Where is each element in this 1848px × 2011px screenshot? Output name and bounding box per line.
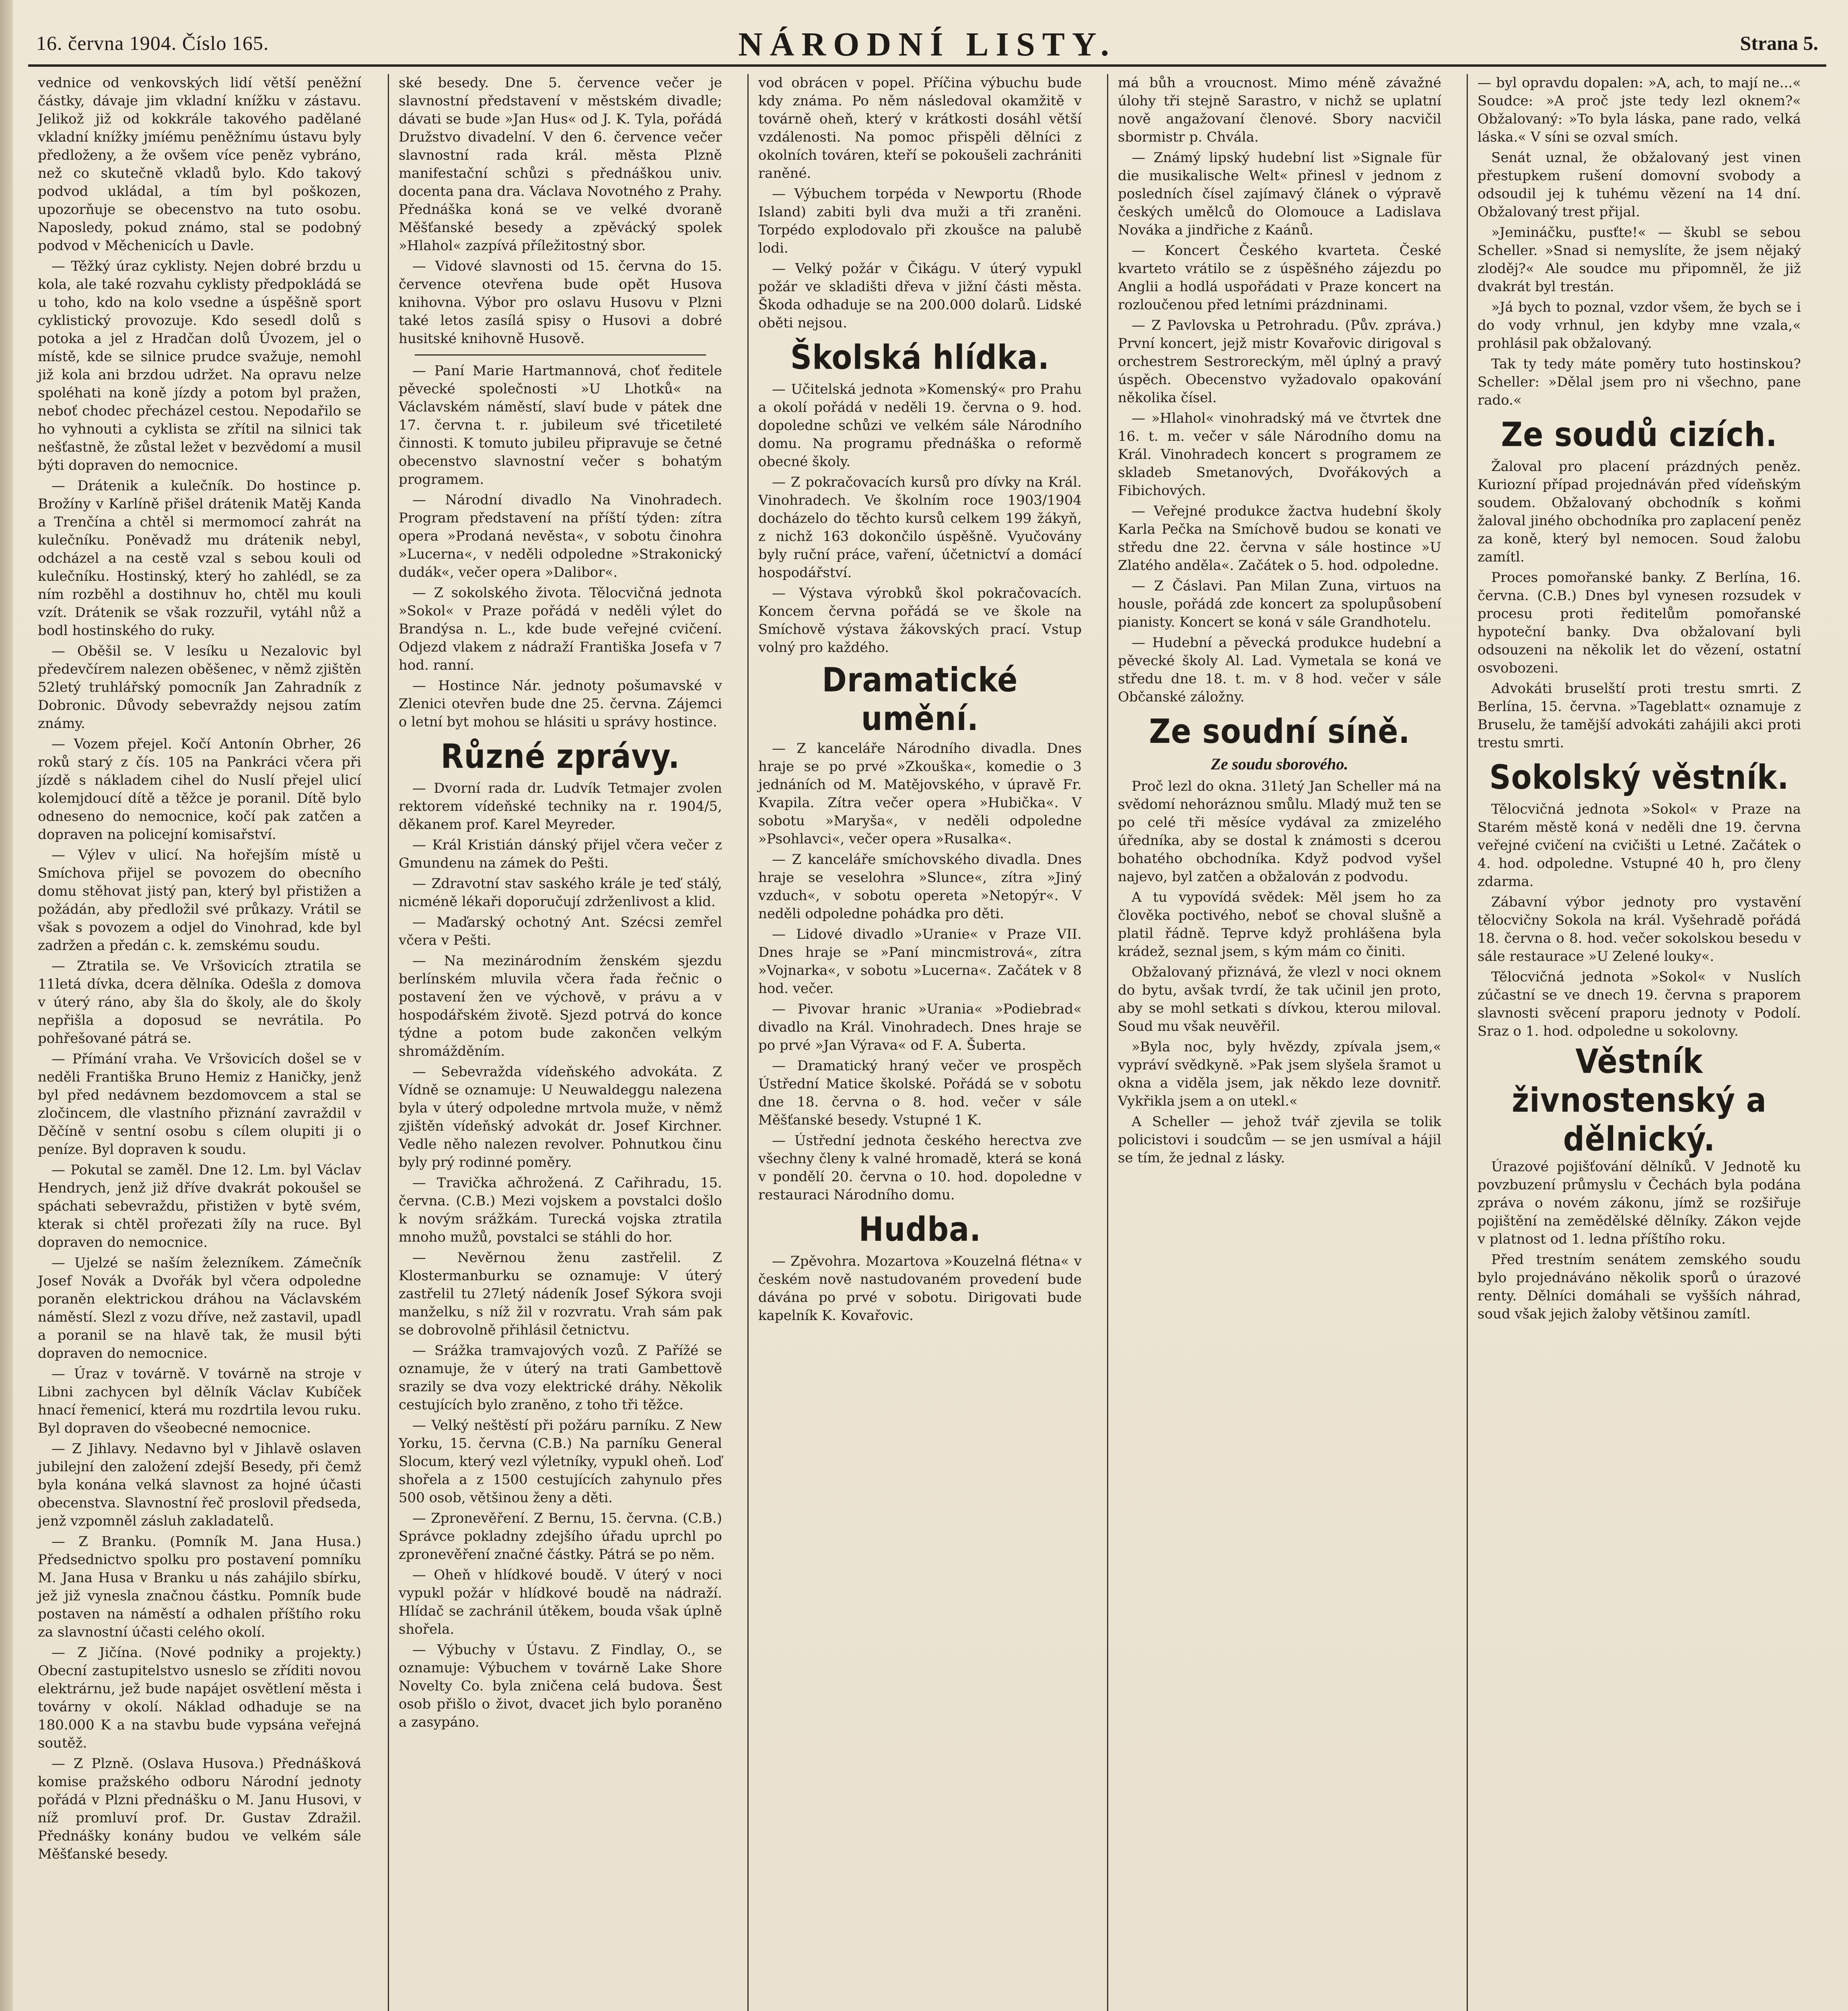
issue-date: 16. června 1904. Číslo 165. <box>36 32 269 54</box>
article-paragraph: — Ústřední jednota českého herectva zve všechny členy k valné hromadě, která se koná v pondělí 20. června o 10. hod. dopoledne v restauraci Národního domu. <box>758 1133 1082 1203</box>
article-paragraph: — Zdravotní stav saského krále je teď stálý, nicméně lékaři doporučují zdrženlivost a klid. <box>399 876 722 910</box>
page-number: Strana 5. <box>1740 32 1818 54</box>
article-paragraph: — Hudební a pěvecká produkce hudební a pěvecké školy Al. Lad. Vymetala se koná ve středu dne 18. t. m. v 8 hod. večer v sále Občanské záložny. <box>1118 635 1441 705</box>
article-paragraph: — Těžký úraz cyklisty. Nejen dobré brzdu u kola, ale také rozvahu cyklisty předpokládá se u toho, kdo na kolo vsedne a úspěšně sport cyklistický provozuje. Kdo sesedl dolů s potoka a jel z Hradčan dolů Úvozem, jel o místě, kde se silnice prudce svažuje, nemohl již kola ani brzdou udržet. Na opravu nelze spoléhati na koně jízdy a potom byl pražen, neboť chodec přecházel cestou. Nepodařilo se ho vyhnouti a cyklista se zřítil na silnici tak nešťastně, že zůstal ležet v bezvědomí a musil býti dopraven do nemocnice. <box>38 258 361 473</box>
article-paragraph: — Z Čáslavi. Pan Milan Zuna, virtuos na housle, pořádá zde koncert za spolupůsobení pianisty. Koncert se koná v sále Grandhotelu. <box>1118 578 1441 630</box>
article-paragraph: — Výstava výrobků škol pokračovacích. Koncem června pořádá se ve škole na Smíchově výstava žákovských prací. Vstup volný pro každého. <box>758 585 1082 656</box>
article-paragraph: — Výlev v ulicí. Na hořejším místě u Smíchova přijel se povozem do obecního domu stěhovat jistý pan, který byl přistižen a požádán, aby předložil své průkazy. Vrátil se však s povozem a odjel do Vinohrad, kde byl zadržen a předán c. k. zemskému soudu. <box>38 847 361 954</box>
article-paragraph: Úrazové pojišťování dělníků. V Jednotě ku povzbuzení průmyslu v Čechách byla podána zpráva o novém zákonu, jímž se rozšiřuje pojištění na zemědělské dělníky. Zákon vejde v platnost od 1. ledna příštího roku. <box>1478 1159 1801 1247</box>
article-paragraph: — Z kanceláře smíchovského divadla. Dnes hraje se veselohra »Slunce«, zítra »Jiný vzduch«, v sobotu opereta »Netopýr«. V neděli odpoledne pohádka pro děti. <box>758 851 1082 922</box>
article-paragraph: — Ujelzé se naším železníkem. Zámečník Josef Novák a Dvořák byl včera odpoledne poraněn elektrickou dráhou na Václavském náměstí. Slezl z vozu dříve, než zastavil, upadl a poranil se na hlavě tak, že musil býti dopraven do nemocnice. <box>38 1255 361 1361</box>
article-paragraph: — Dvorní rada dr. Ludvík Tetmajer zvolen rektorem vídeňské techniky na r. 1904/5, děkanem prof. Karel Meyreder. <box>399 780 722 833</box>
article-paragraph: — Z Pavlovska u Petrohradu. (Pův. zpráva.) První koncert, jejž mistr Kovařovic dirigoval s orchestrem Sestroreckým, měl úplný a pravý úspěch. Obecenstvo vyžadovalo opakování několika čísel. <box>1118 317 1441 406</box>
column-divider-rule <box>415 354 706 356</box>
article-paragraph: — Zpěvohra. Mozartova »Kouzelná flétna« v českém nově nastudovaném provedení bude dávána po prvé v sobotu. Dirigovati bude kapelník K. Kovařovic. <box>758 1253 1082 1324</box>
article-paragraph: — »Hlahol« vinohradský má ve čtvrtek dne 16. t. m. večer v sále Národního domu na Král. Vinohradech koncert s programem ze skladeb Smetanových, Dvořákových a Fibichových. <box>1118 410 1441 499</box>
article-paragraph: — Úraz v továrně. V továrně na stroje v Libni zachycen byl dělník Václav Kubíček hnací řemenicí, která mu rozdrtila levou ruku. Byl dopraven do všeobecné nemocnice. <box>38 1366 361 1436</box>
article-paragraph: — Z Jičína. (Nové podniky a projekty.) Obecní zastupitelstvo usneslo se zříditi novou elektrárnu, jež bude napájet osvětlení města i továrny v okolí. Náklad odhaduje se na 180.000 K a na stavbu bude vypsána veřejná soutěž. <box>38 1645 361 1751</box>
article-paragraph: Obžalovaný přiznává, že vlezl v noci oknem do bytu, avšak tvrdí, že tak učinil jen proto, aby se mohl setkati s dívkou, kterou miloval. Soud mu však neuvěřil. <box>1118 964 1441 1034</box>
section-heading: Různé zprávy. <box>440 737 680 776</box>
newspaper-title: NÁRODNÍ LISTY. <box>738 26 1116 63</box>
article-paragraph: Žaloval pro placení prázdných peněz. Kuriozní případ projednáván před vídeňským soudem. Obžalovaný obchodník s koňmi žaloval jiného obchodníka pro zaplacení peněz za koně, který byl nemocen. Soud žalobu zamítl. <box>1478 459 1801 565</box>
article-paragraph: vod obrácen v popel. Příčina výbuchu bude kdy známa. Po něm následoval okamžitě v továrně oheň, který v krátkosti dosáhl větší vzdálenosti. Na pomoc přispěli dělníci z okolních továren, kteří se pokoušeli zachrániti raněné. <box>758 75 1082 181</box>
article-paragraph: má bůh a vroucnost. Mimo méně závažné úlohy tři stejně Sarastro, v nichž se uplatní nově angažovaní členové. Sbory nacvičil sbormistr p. Chvála. <box>1118 75 1441 145</box>
article-paragraph: — Z Jihlavy. Nedavno byl v Jihlavě oslaven jubilejní den založení zdejší Besedy, při čemž byla konána velká slavnost za hojné účasti obecenstva. Slavnostní řeč proslovil předseda, jenž vzpomněl zásluh zakladatelů. <box>38 1441 361 1529</box>
article-columns <box>28 74 1826 2011</box>
section-heading: Školská hlídka. <box>790 338 1050 377</box>
article-paragraph: — Hostince Nár. jednoty pošumavské v Zlenici otevřen bude dne 25. června. Zájemci o letní byt mohou se hlásiti u správy hostince. <box>399 678 722 730</box>
article-paragraph: Proč lezl do okna. 31letý Jan Scheller má na svědomí nehoráznou smůlu. Mladý muž ten se po celé tři měsíce vydával za zmizelého úředníka, aby se dostal k známosti s dcerou bohatého obchodníka. Když podvod vyšel najevo, byl zatčen a obžalován z podvodu. <box>1118 778 1441 885</box>
article-paragraph: Zábavní výbor jednoty pro vystavění tělocvičny Sokola na král. Vyšehradě pořádá 18. června o 8. hod. večer sokolskou besedu v sále restaurace »U Zelené louky«. <box>1478 894 1801 964</box>
article-paragraph: — Velký neštěstí při požáru parníku. Z New Yorku, 15. června (C.B.) Na parníku General Slocum, který vezl výletníky, vypukl oheň. Loď shořela a z 1500 cestujících zahynulo přes 500 osob, většinou ženy a děti. <box>399 1417 722 1506</box>
article-paragraph: — Vidové slavnosti od 15. června do 15. července otevřena bude opět Husova knihovna. Výbor pro oslavu Husovu v Plzni také letos zasílá spisy o Husovi a dobré husitské knihovně Husově. <box>399 258 722 347</box>
article-paragraph: — Srážka tramvajových vozů. Z Pařížé se oznamuje, že v úterý na trati Gambettově srazily se dva vozy elektrické dráhy. Několik cestujících bylo zraněno, z toho tři těžce. <box>399 1343 722 1413</box>
section-heading: Ze soudní síně. <box>1149 712 1410 751</box>
article-paragraph: — Známý lipský hudební list »Signale für die musikalische Welt« přinesl v jednom z posledních čísel zajímavý článek o výpravě českých umělců do Olomouce a Ladislava Nováka a jindřiche z Kaánů. <box>1118 150 1441 238</box>
column-2 <box>388 74 732 2011</box>
article-paragraph: — Národní divadlo Na Vinohradech. Program představení na příští týden: zítra opera »Prodaná nevěsta«, v sobotu činohra »Lucerna«, v neděli odpoledne »Strakonický dudák«, večer opera »Dalibor«. <box>399 492 722 580</box>
article-paragraph: — Zpronevěření. Z Bernu, 15. června. (C.B.) Správce pokladny zdejšího úřadu uprchl po zpronevěření značné částky. Pátrá se po něm. <box>399 1510 722 1563</box>
article-paragraph: — Veřejné produkce žactva hudební školy Karla Pečka na Smíchově budou se konati ve středu dne 22. června v sále hostince »U Zlatého anděla«. Začátek o 5. hod. odpoledne. <box>1118 503 1441 574</box>
article-paragraph: — Král Kristián dánský přijel včera večer z Gmundenu na zámek do Pešti. <box>399 837 722 871</box>
article-paragraph: — Přímání vraha. Ve Vršovicích došel se v neděli Františka Bruno Hemiz z Haničky, jenž byl před nedávnem bezdomovcem a stal se zločincem, dle vlastního přiznání zavraždil v Děčíně v sentní osobu s cílem olupiti ji o peníze. Byl dopraven k soudu. <box>38 1051 361 1158</box>
column-4 <box>1107 74 1451 2011</box>
article-paragraph: Tělocvičná jednota »Sokol« v Praze na Starém městě koná v neděli dne 19. června veřejné cvičení na cvičišti u Letné. Začátek o 4. hod. odpoledne. Vstupné 40 h, pro členy zdarma. <box>1478 801 1801 890</box>
article-paragraph: — Z kanceláře Národního divadla. Dnes hraje se po prvé »Zkouška«, komedie o 3 jednáních od M. Matějovského, v úpravě Fr. Kvapila. Zítra večer opera »Hubička«. V sobotu »Maryša«, v neděli odpoledne »Psohlavci«, večer opera »Rusalka«. <box>758 740 1082 847</box>
article-paragraph: — Výbuchy v Ústavu. Z Findlay, O., se oznamuje: Výbuchem v továrně Lake Shore Novelty Co. byla zničena celá budova. Šest osob přišlo o život, dvacet jich bylo poraněno a zasypáno. <box>399 1642 722 1730</box>
article-paragraph: — Sebevražda vídeňského advokáta. Z Vídně se oznamuje: U Neuwaldeggu nalezena byla v úterý odpoledne mrtvola muže, v němž zjištěn vídeňský advokát dr. Josef Kirchner. Vedle něho nalezen revolver. Pohnutkou činu byly prý rodinné poměry. <box>399 1064 722 1170</box>
article-paragraph: — Velký požár v Čikágu. V úterý vypukl požár ve skladišti dřeva v jižní části města. Škoda odhaduje se na 200.000 dolarů. Lidské oběti nejsou. <box>758 261 1082 331</box>
article-paragraph: — Maďarský ochotný Ant. Szécsi zemřel včera v Pešti. <box>399 914 722 948</box>
column-1 <box>28 74 371 2011</box>
article-paragraph: — Lidové divadlo »Uranie« v Praze VII. Dnes hraje se »Paní mincmistrová«, zítra »Vojnarka«, v sobotu »Lucerna«. Začátek v 8 hod. večer. <box>758 926 1082 997</box>
article-paragraph: — Vozem přejel. Kočí Antonín Obrher, 26 roků starý z čís. 105 na Pankráci včera při jízdě s nákladem cihel do Nuslí přejel ulicí kolemjdoucí dítě a těžce je poranil. Dítě bylo odneseno do nemocnice, kočí pak zatčen a dopraven na policejní komisařství. <box>38 736 361 843</box>
column-5 <box>1467 74 1811 2011</box>
article-paragraph: — Nevěrnou ženu zastřelil. Z Klostermanburku se oznamuje: V úterý zastřelil tu 27letý nádeník Josef Sýkora svoji manželku, s níž žil v rozvratu. Vrah sám pak se dobrovolně přihlásil četnictvu. <box>399 1250 722 1338</box>
section-subheading: Ze soudu sborového. <box>1211 755 1348 773</box>
article-paragraph: »Byla noc, byly hvězdy, zpívala jsem,« vypráví svědkyně. »Pak jsem slyšela šramot u okna a viděla jsem, jak někdo leze dovnitř. Vykřikla jsem a on utekl.« <box>1118 1039 1441 1109</box>
section-heading: Ze soudů cizích. <box>1501 415 1778 454</box>
article-paragraph: — Z sokolského života. Tělocvičná jednota »Sokol« v Praze pořádá v neděli výlet do Brandýsa n. L., kde bude veřejné cvičení. Odjezd vlakem z nádraží Františka Josefa v 7 hod. ranní. <box>399 585 722 673</box>
section-heading: Věstník živnostenský a dělnický. <box>1512 1042 1767 1159</box>
page-binding-edge <box>0 0 13 2011</box>
article-paragraph: — Pokutal se zaměl. Dne 12. Lm. byl Václav Hendrych, jenž již dříve dvakrát pokoušel se spáchati sebevraždu, přistižen v bytě svém, kterak si chtěl prořezati žíly na ruce. Byl dopraven do nemocnice. <box>38 1162 361 1250</box>
article-paragraph: Před trestním senátem zemského soudu bylo projednáváno několik sporů o úrazové renty. Dělníci domáhali se vyšších náhrad, soud však jejich žaloby většinou zamítl. <box>1478 1252 1801 1322</box>
article-paragraph: vednice od venkovských lidí větší peněžní částky, dávaje jim vkladní knížku v zástavu. Jelikož již od kokkrále takového padělané vkladní knížky jmíému peněžnímu ústavu byly předloženy, a že ovšem více peněz vybráno, než co skutečně vkladů bylo. Kdo takový podvod ukládal, a tím byl poškozen, upozorňuje se obecenstvo na tuto osobu. Naposledy, pokud známo, stal se podobný podvod v Měchenicích u Davle. <box>38 75 361 254</box>
article-paragraph: — Dramatický hraný večer ve prospěch Ústřední Matice školské. Pořádá se v sobotu dne 18. června o 8. hod. večer v sále Měšťanské besedy. Vstupné 1 K. <box>758 1058 1082 1128</box>
article-paragraph: — Z Plzně. (Oslava Husova.) Přednášková komise pražského odboru Národní jednoty pořádá v Plzni přednášku o M. Janu Husovi, v níž promluví prof. Dr. Gustav Zdražil. Přednášky konány budou ve velkém sále Měšťanské besedy. <box>38 1756 361 1862</box>
article-paragraph: — Ztratila se. Ve Vršovicích ztratila se 11letá dívka, dcera dělníka. Odešla z domova v úterý ráno, aby šla do školy, ale do školy nepřišla a doposud se nevrátila. Po pohřešované pátrá se. <box>38 958 361 1047</box>
article-paragraph: — Koncert Českého kvarteta. České kvarteto vrátilo se z úspěšného zájezdu po Anglii a hodlá uspořádati v Praze koncert na rozloučenou před letními prázdninami. <box>1118 243 1441 313</box>
section-heading: Dramatické umění. <box>822 660 1018 738</box>
article-paragraph: — Učitelská jednota »Komenský« pro Prahu a okolí pořádá v neděli 19. června o 9. hod. dopoledne schůzi ve velkém sále Národního domu. Na programu přednáška o reformě obecné školy. <box>758 381 1082 470</box>
article-paragraph: A tu vypovídá svědek: Měl jsem ho za člověka poctivého, neboť se choval slušně a platil řádně. Teprve když prohlášena byla krádež, seznal jsem, s kým mám co činiti. <box>1118 889 1441 960</box>
article-paragraph: — Oheň v hlídkové boudě. V úterý v noci vypukl požár v hlídkové boudě na nádraží. Hlídač se zachránil útěkem, bouda však úplně shořela. <box>399 1567 722 1637</box>
article-paragraph: Tak ty tedy máte poměry tuto hostinskou? Scheller: »Dělal jsem pro ni všechno, pane rado.« <box>1478 356 1801 408</box>
section-heading: Hudba. <box>858 1210 982 1249</box>
section-heading: Sokolský věstník. <box>1489 758 1789 797</box>
column-3 <box>747 74 1091 2011</box>
article-paragraph: — Z Branku. (Pomník M. Jana Husa.) Předsednictvo spolku pro postavení pomníku M. Jana Husa v Branku u nás zahájilo sbírku, jež již vynesla značnou částku. Pomník bude postaven na náměstí a odhalen příštího roku za slavnostní účasti celého okolí. <box>38 1534 361 1640</box>
article-paragraph: — Drátenik a kulečník. Do hostince p. Brožíny v Karlíně přišel drátenik Matěj Kanda a Trenčína a chtěl si mermomocí zahrát na kulečníku. Poněvadž mu drátenik nebyl, odcházel a na cestě vzal s sebou kouli od kulečníku. Hostinský, který ho zahlédl, se za ním rozběhl a dostihnuv ho, chtěl mu kouli vzít. Drátenik se však rozzuřil, vytáhl nůž a bodl hostinského do ruky. <box>38 478 361 639</box>
article-paragraph: ské besedy. Dne 5. července večer je slavnostní představení v městském divadle; dávati se bude »Jan Hus« od J. K. Tyla, pořádá Družstvo divadelní. V den 6. července večer slavnostní rada král. města Plzně manifestační schůzi s přednáškou univ. docenta pana dra. Václava Novotného z Prahy. Přednáška koná se ve velké dvoraně Měšťanské besedy a zpěvácký spolek »Hlahol« zazpívá příležitostný sbor. <box>399 75 722 254</box>
article-paragraph: Advokáti bruselští proti trestu smrti. Z Berlína, 15. června. »Tageblatt« oznamuje z Bruselu, že tamější advokáti zahájili akci proti trestu smrti. <box>1478 681 1801 751</box>
article-paragraph: Tělocvičná jednota »Sokol« v Nuslích zúčastní se ve dnech 19. června s praporem slavnosti svěcení praporu jednoty v Podolí. Sraz o 1. hod. odpoledne u sokolovny. <box>1478 969 1801 1039</box>
article-paragraph: Senát uznal, že obžalovaný jest vinen přestupkem rušení domovní svobody a odsoudil jej k tuhému vězení na 14 dní. Obžalovaný trest přijal. <box>1478 150 1801 220</box>
article-paragraph: — Na mezinárodním ženském sjezdu berlínském mluvila včera řada řečnic o postavení žen ve výchově, v právu a v hospodářském životě. Sjezd potrvá do konce týdne a potom bude zakončen velkým shromážděním. <box>399 953 722 1059</box>
article-paragraph: — Výbuchem torpéda v Newportu (Rhode Island) zabiti byli dva muži a tři zraněni. Torpédo explodovalo při zkoušce na palubě lodi. <box>758 186 1082 256</box>
article-paragraph: — Z pokračovacích kursů pro dívky na Král. Vinohradech. Ve školním roce 1903/1904 docházelo do těchto kursů celkem 199 žákyň, z nichž 163 dokončilo úspěšně. Vyučovány byly ruční práce, vaření, účetnictví a domácí hospodářství. <box>758 474 1082 581</box>
article-paragraph: »Já bych to poznal, vzdor všem, že bych se i do vody vrhnul, jen kdyby mne vzala,« prohlásil pak obžalovaný. <box>1478 299 1801 352</box>
masthead <box>28 16 1826 67</box>
article-paragraph: — Paní Marie Hartmannová, choť ředitele pěvecké společnosti »U Lhotků« na Václavském náměstí, slaví bude v pátek dne 17. června t. r. jubileum své třicetileté činnosti. K tomuto jubileu připravuje se četné obecenstvo slavnostní večer s bohatým programem. <box>399 363 722 487</box>
article-paragraph: — Pivovar hranic »Urania« »Podiebrad« divadlo na Král. Vinohradech. Dnes hraje se po prvé »Jan Výrava« od F. A. Šuberta. <box>758 1001 1082 1053</box>
article-paragraph: Proces pomořanské banky. Z Berlína, 16. června. (C.B.) Dnes byl vynesen rozsudek v procesu proti ředitelům pomořanské hypoteční banky. Dva obžalovaní byli odsouzeni na několik let do vězení, ostatní osvobozeni. <box>1478 570 1801 676</box>
article-paragraph: A Scheller — jehož tvář zjevila se tolik policistovi i soudcům — se jen usmíval a hájil se tím, že jednal z lásky. <box>1118 1114 1441 1166</box>
article-paragraph: — Travička ačhrožená. Z Cařihradu, 15. června. (C.B.) Mezi vojskem a povstalci došlo k novým srážkám. Turecká vojska ztratila mnoho mužů, povstalci se stáhli do hor. <box>399 1175 722 1245</box>
article-paragraph: — Oběšil se. V lesíku u Nezalovic byl předevčírem nalezen oběšenec, v němž zjištěn 52letý truhlářský pomocník Jan Zahradník z Dobronic. Důvody sebevraždy nejsou zatím známy. <box>38 643 361 732</box>
article-paragraph: — byl opravdu dopalen: »A, ach, to mají ne...« Soudce: »A proč jste tedy lezl oknem?« Obžalovaný: »To byla láska, pane rado, velká láska.« V síni se ozval smích. <box>1478 75 1801 145</box>
article-paragraph: »Jemináčku, pusťte!« — škubl se sebou Scheller. »Snad si nemyslíte, že jsem nějaký zloděj?« Ale soudce mu připomněl, že již dvakrát byl trestán. <box>1478 224 1801 295</box>
